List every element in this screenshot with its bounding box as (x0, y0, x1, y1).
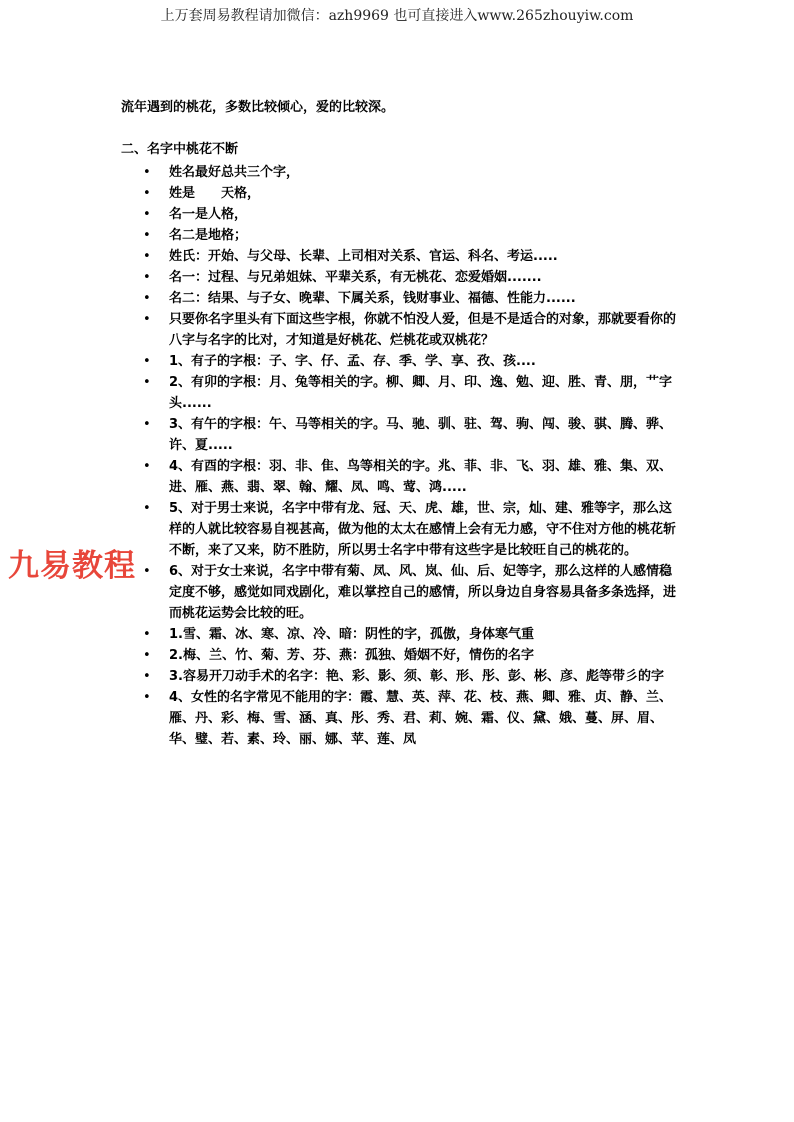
list-item (121, 309, 681, 351)
bullet-icon: • (143, 186, 151, 201)
bullet-icon: • (143, 690, 151, 705)
list-item (121, 645, 681, 666)
bullet-icon: • (143, 312, 151, 327)
list-item (121, 414, 681, 456)
intro-paragraph: 流年遇到的桃花，多数比较倾心，爱的比较深。 (121, 100, 395, 115)
list-item (121, 351, 681, 372)
list-item-text: 名二是地格； (169, 228, 248, 243)
list-item-text: 4、女性的名字常见不能用的字：霞、慧、英、萍、花、枝、燕、卿、雅、贞、静、兰、雁、丹、彩、梅、雪、涵、真、彤、秀、君、莉、婉、霜、仪、黛、娥、蔓、屏、眉、华、璧、若、素、玲、丽、娜、苹、莲、凤 (169, 690, 673, 747)
list-item-text: 2、有卯的字根：月、兔等相关的字。柳、卿、月、印、逸、勉、迎、胜、青、朋，艹字头...... (169, 375, 673, 411)
list-item (121, 666, 681, 687)
list-item-text: 1.雪、霜、冰、寒、凉、冷、暗：阴性的字，孤傲，身体寒气重 (169, 627, 534, 642)
list-item (121, 624, 681, 645)
bullet-icon: • (143, 207, 151, 222)
list-item-text: 姓氏：开始、与父母、长辈、上司相对关系、官运、科名、考运..... (169, 249, 558, 264)
watermark-logo: 九易教程 (8, 548, 136, 584)
list-item (121, 288, 681, 309)
list-item-text: 名一是人格， (169, 207, 248, 222)
list-item-text: 姓是 天格， (169, 186, 261, 201)
bullet-icon: • (143, 291, 151, 306)
bullet-list (121, 162, 681, 750)
bullet-icon: • (143, 564, 151, 579)
list-item-text: 名一：过程、与兄弟姐妹、平辈关系，有无桃花、恋爱婚姻....... (169, 270, 542, 285)
list-item (121, 267, 681, 288)
list-item-text: 名二：结果、与子女、晚辈、下属关系，钱财事业、福德、性能力...... (169, 291, 576, 306)
list-item (121, 456, 681, 498)
bullet-icon: • (143, 375, 151, 390)
bullet-icon: • (143, 627, 151, 642)
list-item (121, 498, 681, 561)
list-item-text: 5、对于男士来说，名字中带有龙、冠、天、虎、雄，世、宗，灿、建、雅等字，那么这样的人就比较容易自视甚高，做为他的太太在感情上会有无力感，守不住对方他的桃花斩不断，来了又来，防不胜防，所以男士名字中带有这些字是比较旺自己的桃花的。 (169, 501, 677, 558)
bullet-icon: • (143, 270, 151, 285)
list-item-text: 2.梅、兰、竹、菊、芳、芬、燕：孤独、婚姻不好，情伤的名字 (169, 648, 534, 663)
bullet-icon: • (143, 417, 151, 432)
bullet-icon: • (143, 228, 151, 243)
list-item (121, 225, 681, 246)
document-body (121, 98, 681, 750)
bullet-icon: • (143, 669, 151, 684)
list-item-text: 只要你名字里头有下面这些字根，你就不怕没人爱，但是不是适合的对象，那就要看你的八字与名字的比对，才知道是好桃花、烂桃花或双桃花？ (169, 312, 677, 348)
bullet-icon: • (143, 354, 151, 369)
list-item-text: 3、有午的字根：午、马等相关的字。马、驰、驯、驻、驾、驹、闯、骏、骐、腾、骅、许、夏..... (169, 417, 673, 453)
list-item (121, 183, 681, 204)
list-item (121, 204, 681, 225)
list-item (121, 687, 681, 750)
bullet-icon: • (143, 459, 151, 474)
list-item (121, 372, 681, 414)
section-title: 二、名字中桃花不断 (121, 142, 239, 157)
list-item-text: 姓名最好总共三个字， (169, 165, 300, 180)
bullet-icon: • (143, 501, 151, 516)
list-item (121, 561, 681, 624)
list-item-text: 6、对于女士来说，名字中带有菊、凤、风、岚、仙、后、妃等字，那么这样的人感情稳定度不够，感觉如同戏剧化，难以掌控自己的感情，所以身边自身容易具备多条选择，进而桃花运势会比较的旺。 (169, 564, 677, 621)
header-banner: 上万套周易教程请加微信：azh9969 也可直接进入www.265zhouyiw.com (160, 8, 634, 24)
list-item-text: 3.容易开刀动手术的名字：艳、彩、影、须、彰、形、彤、彭、彬、彦、彪等带彡的字 (169, 669, 664, 684)
list-item (121, 246, 681, 267)
bullet-icon: • (143, 165, 151, 180)
bullet-icon: • (143, 648, 151, 663)
bullet-icon: • (143, 249, 151, 264)
list-item (121, 162, 681, 183)
list-item-text: 1、有子的字根：子、字、仔、孟、存、季、学、享、孜、孩.... (169, 354, 536, 369)
list-item-text: 4、有酉的字根：羽、非、隹、鸟等相关的字。兆、菲、非、飞、羽、雄、雅、集、双、进、雁、燕、翡、翠、翰、耀、凤、鸣、莺、鸿..... (169, 459, 673, 495)
